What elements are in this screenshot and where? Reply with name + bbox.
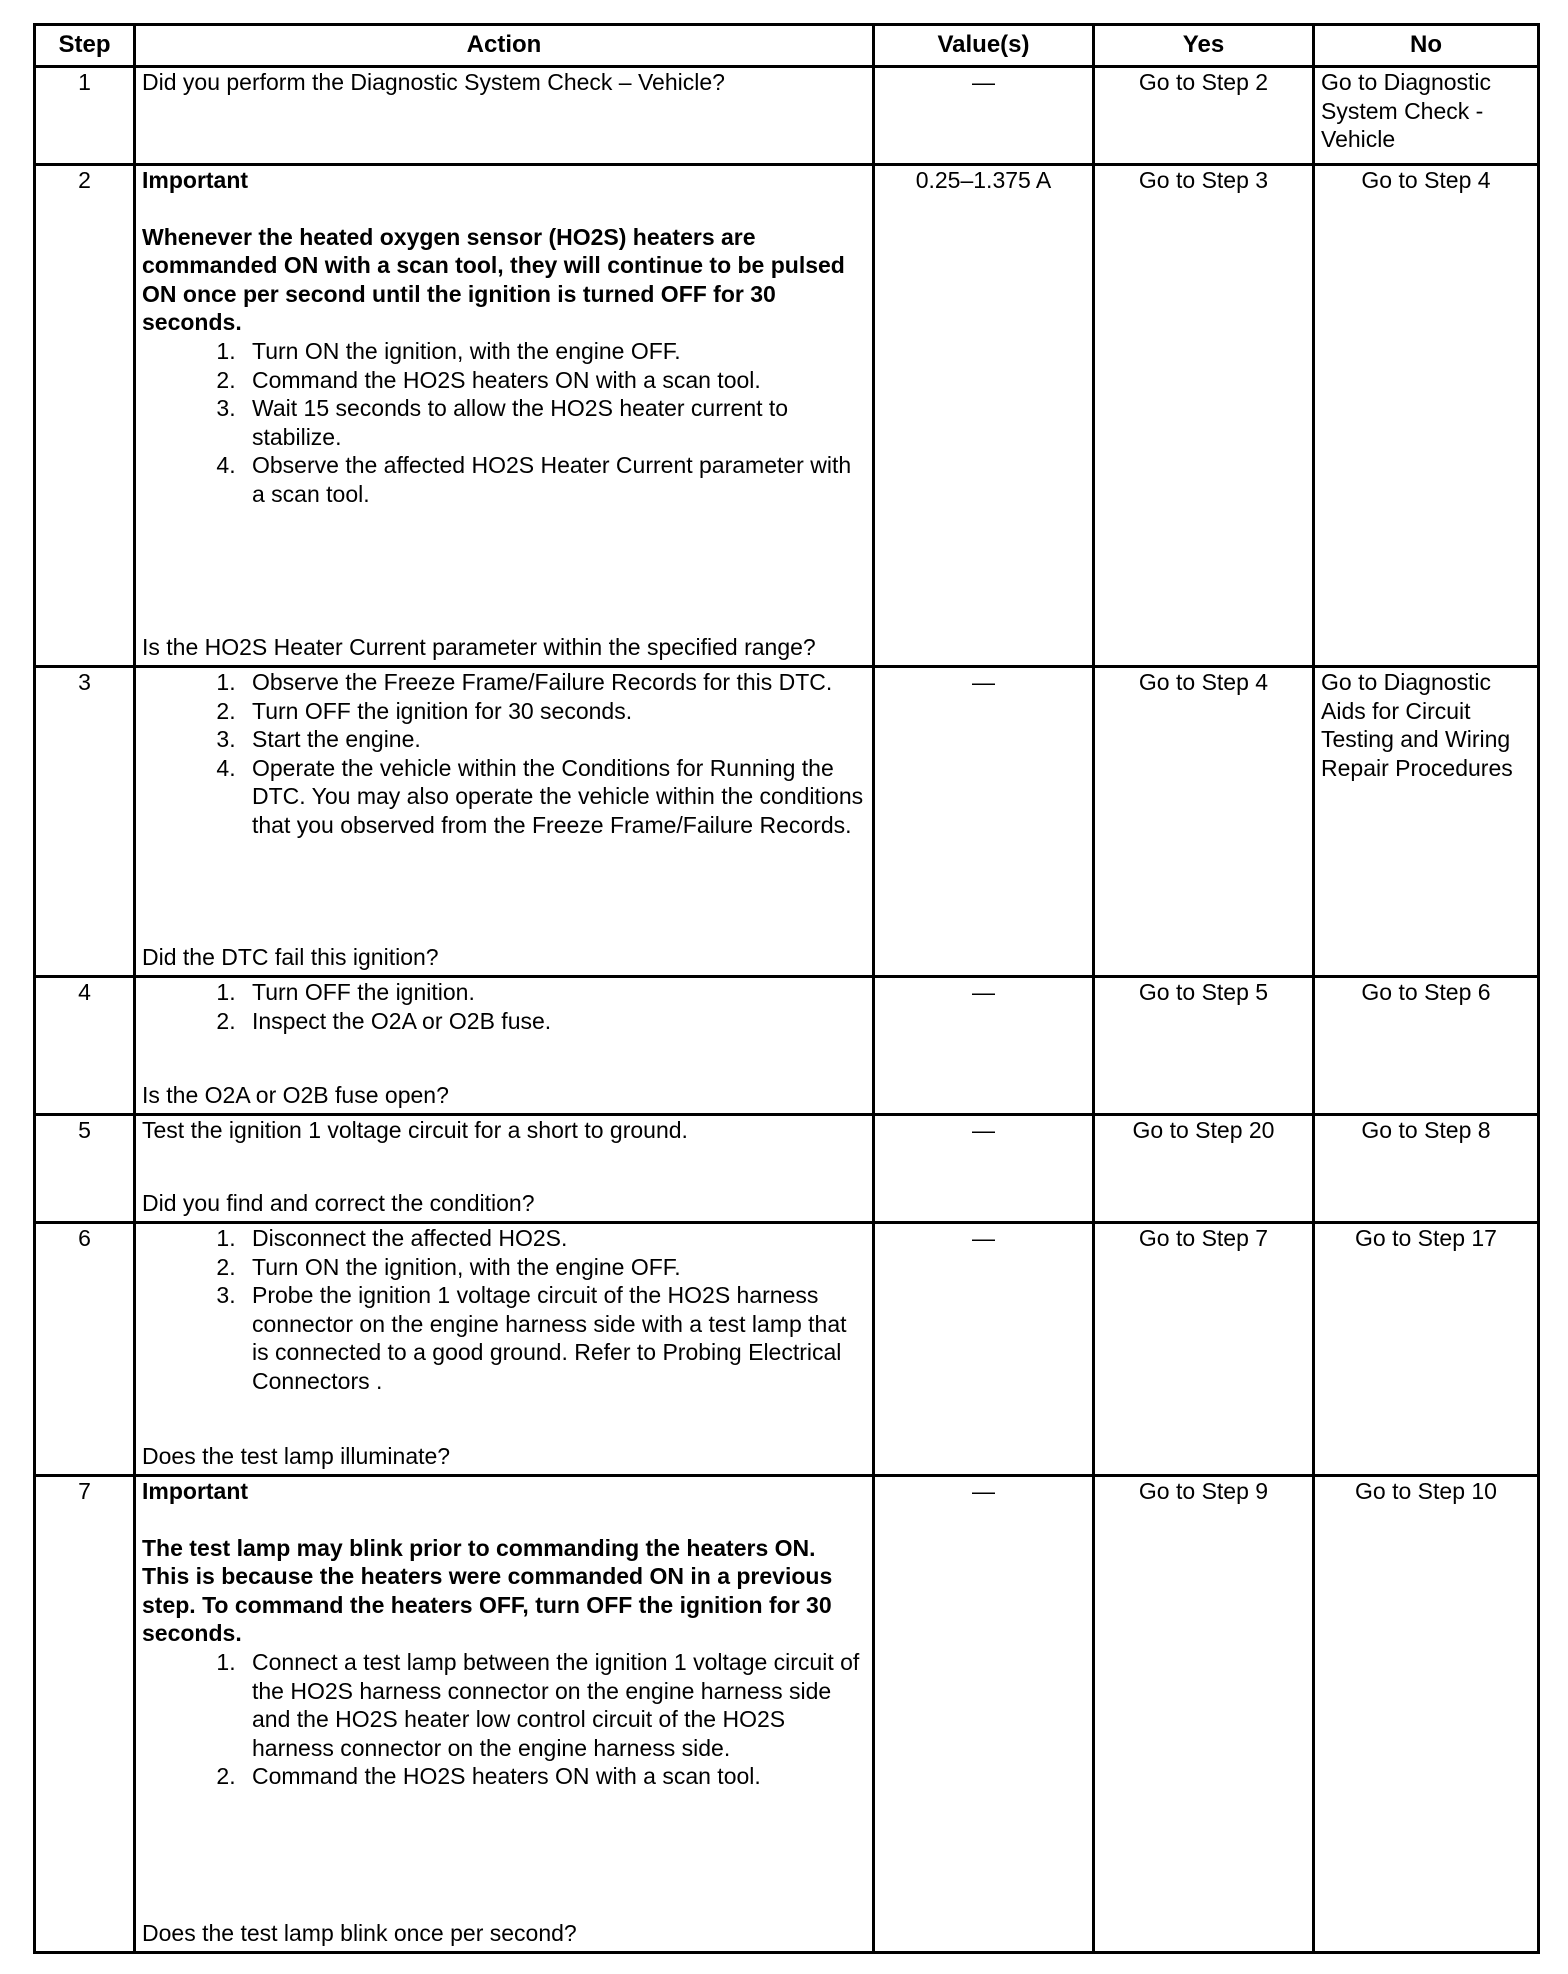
step-number: 4 [35, 977, 135, 1115]
important-text: The test lamp may blink prior to commanding the heaters ON. This is because the heaters were commanded ON in a previous step. To command the heaters OFF, turn OFF the ignition for 30 seconds. [142, 1534, 833, 1647]
value-cell: 0.25–1.375 A [874, 165, 1094, 667]
instruction-item: 2. Turn ON the ignition, with the engine OFF. [242, 1253, 866, 1282]
header-step: Step [35, 25, 135, 67]
no-cell: Go to Diagnostic System Check - Vehicle [1314, 67, 1539, 165]
instruction-list [142, 668, 866, 840]
action-question: Does the test lamp blink once per second? [142, 1920, 577, 1947]
table-header-row [35, 25, 1539, 67]
value-cell: — [874, 1223, 1094, 1476]
instruction-item: 4. Observe the affected HO2S Heater Current parameter with a scan tool. [242, 451, 866, 508]
yes-cell: Go to Step 3 [1094, 165, 1314, 667]
important-text: Whenever the heated oxygen sensor (HO2S) heaters are commanded ON with a scan tool, they will continue to be pulsed ON once per second until the ignition is turned OFF for 30 seconds. [142, 223, 845, 336]
action-question: Did you find and correct the condition? [142, 1190, 535, 1217]
header-yes: Yes [1094, 25, 1314, 67]
no-cell: Go to Step 4 [1314, 165, 1539, 667]
instruction-item: 3. Probe the ignition 1 voltage circuit of the HO2S harness connector on the engine harness side with a test lamp that is connected to a good ground. Refer to Probing Electrical Connectors . [242, 1281, 866, 1395]
action-question: Is the O2A or O2B fuse open? [142, 1082, 449, 1109]
action-text: Did you perform the Diagnostic System Check – Vehicle? [142, 69, 725, 95]
header-no: No [1314, 25, 1539, 67]
yes-cell: Go to Step 4 [1094, 667, 1314, 977]
instruction-list [142, 1648, 866, 1791]
action-cell [135, 67, 874, 165]
table-row-step-6 [35, 1223, 1539, 1476]
no-cell: Go to Step 10 [1314, 1476, 1539, 1953]
value-cell: — [874, 1115, 1094, 1223]
step-number: 2 [35, 165, 135, 667]
step-number: 5 [35, 1115, 135, 1223]
important-label: Important [142, 1478, 249, 1504]
value-cell: — [874, 977, 1094, 1115]
table-row-step-5 [35, 1115, 1539, 1223]
step-number: 7 [35, 1476, 135, 1953]
instruction-list [142, 337, 866, 509]
instruction-list [142, 1224, 866, 1396]
step-number: 6 [35, 1223, 135, 1476]
action-cell [135, 165, 874, 667]
instruction-list [142, 978, 866, 1035]
action-question: Did the DTC fail this ignition? [142, 944, 439, 971]
table-row-step-4 [35, 977, 1539, 1115]
step-number: 1 [35, 67, 135, 165]
action-cell [135, 667, 874, 977]
yes-cell: Go to Step 2 [1094, 67, 1314, 165]
value-cell: — [874, 667, 1094, 977]
yes-cell: Go to Step 9 [1094, 1476, 1314, 1953]
instruction-item: 2. Command the HO2S heaters ON with a scan tool. [242, 366, 866, 395]
instruction-item: 4. Operate the vehicle within the Conditions for Running the DTC. You may also operate the vehicle within the conditions that you observed from the Freeze Frame/Failure Records. [242, 754, 866, 840]
yes-cell: Go to Step 20 [1094, 1115, 1314, 1223]
instruction-item: 3. Start the engine. [242, 725, 866, 754]
table-row-step-2 [35, 165, 1539, 667]
table-row-step-7 [35, 1476, 1539, 1953]
instruction-item: 3. Wait 15 seconds to allow the HO2S heater current to stabilize. [242, 394, 866, 451]
step-number: 3 [35, 667, 135, 977]
instruction-item: 1. Observe the Freeze Frame/Failure Records for this DTC. [242, 668, 866, 697]
no-cell: Go to Diagnostic Aids for Circuit Testing and Wiring Repair Procedures [1314, 667, 1539, 977]
action-question: Is the HO2S Heater Current parameter within the specified range? [142, 634, 816, 661]
instruction-item: 2. Command the HO2S heaters ON with a scan tool. [242, 1762, 866, 1791]
header-action: Action [135, 25, 874, 67]
instruction-item: 1. Turn OFF the ignition. [242, 978, 866, 1007]
instruction-item: 1. Connect a test lamp between the ignition 1 voltage circuit of the HO2S harness connector on the engine harness side and the HO2S heater low control circuit of the HO2S harness connector on the engine harness side. [242, 1648, 866, 1762]
yes-cell: Go to Step 5 [1094, 977, 1314, 1115]
value-cell: — [874, 1476, 1094, 1953]
action-question: Does the test lamp illuminate? [142, 1443, 451, 1470]
action-text: Test the ignition 1 voltage circuit for a short to ground. [142, 1117, 688, 1143]
table-row-step-1 [35, 67, 1539, 165]
instruction-item: 1. Turn ON the ignition, with the engine OFF. [242, 337, 866, 366]
instruction-item: 2. Inspect the O2A or O2B fuse. [242, 1007, 866, 1036]
action-cell [135, 977, 874, 1115]
header-values: Value(s) [874, 25, 1094, 67]
no-cell: Go to Step 8 [1314, 1115, 1539, 1223]
instruction-item: 1. Disconnect the affected HO2S. [242, 1224, 866, 1253]
instruction-item: 2. Turn OFF the ignition for 30 seconds. [242, 697, 866, 726]
no-cell: Go to Step 17 [1314, 1223, 1539, 1476]
table-row-step-3 [35, 667, 1539, 977]
yes-cell: Go to Step 7 [1094, 1223, 1314, 1476]
action-cell [135, 1115, 874, 1223]
no-cell: Go to Step 6 [1314, 977, 1539, 1115]
diagnostic-table [33, 23, 1540, 1954]
important-label: Important [142, 167, 249, 193]
action-cell [135, 1223, 874, 1476]
value-cell: — [874, 67, 1094, 165]
action-cell [135, 1476, 874, 1953]
